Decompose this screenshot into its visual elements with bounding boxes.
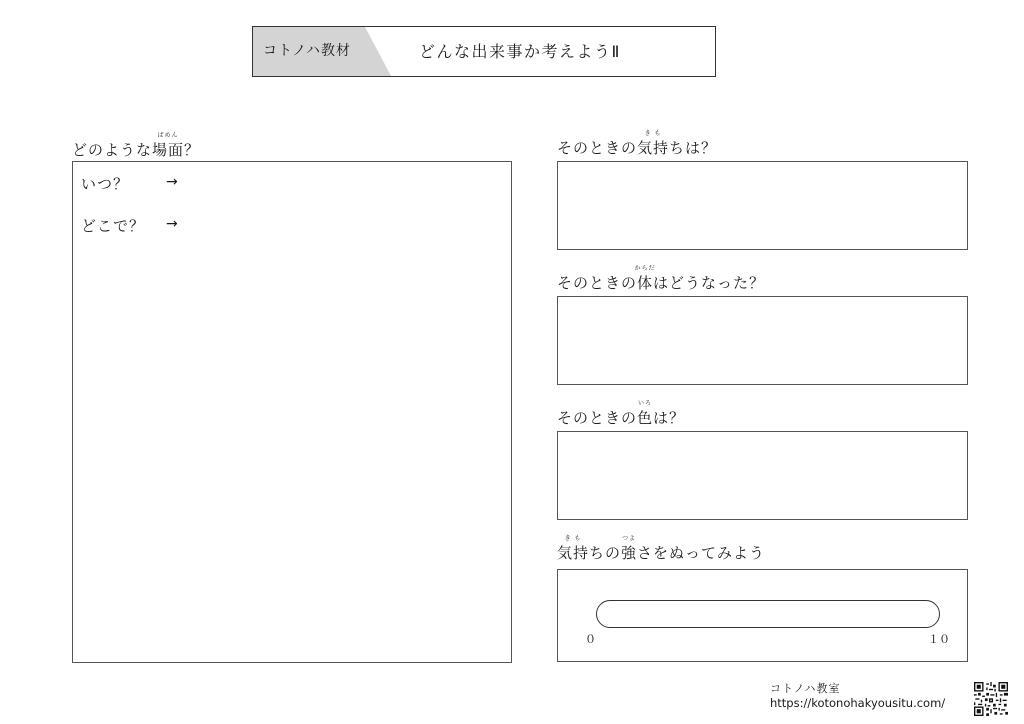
body-answer-box[interactable]: [557, 296, 968, 385]
footer-url: https://kotonohakyousitu.com/: [770, 696, 946, 710]
scene-heading-suffix: ？: [184, 141, 201, 159]
scene-answer-box[interactable]: [72, 161, 512, 663]
color-heading-kanji: 色: [637, 409, 654, 427]
strength-min-label: ０: [585, 633, 596, 646]
scene-heading-prefix: どのような: [72, 141, 153, 159]
color-answer-box[interactable]: [557, 431, 968, 520]
title-banner: [252, 26, 716, 77]
feelings-heading-suffix: ちは？: [669, 139, 718, 157]
where-arrow-icon: →: [166, 216, 178, 232]
strength-scale-track[interactable]: [596, 600, 940, 628]
strength-heading-kanji2: 強: [621, 544, 638, 562]
feelings-heading-prefix: そのときの: [557, 139, 638, 157]
feelings-heading-kanji: 気持: [637, 139, 670, 157]
color-heading-suffix: は？: [653, 409, 686, 427]
strength-heading-mid: ちの: [589, 544, 622, 562]
strength-heading-ruby2: つよ: [622, 535, 637, 542]
scene-heading: [72, 132, 201, 160]
qr-code-icon: [974, 682, 1008, 716]
strength-heading: [557, 535, 766, 563]
where-label: どこで？: [81, 217, 146, 235]
strength-heading-kanji1: 気持: [557, 544, 590, 562]
brand-label: コトノハ教材: [263, 43, 352, 59]
when-arrow-icon: →: [166, 174, 178, 190]
color-heading-ruby: いろ: [638, 400, 653, 407]
page-title: どんな出来事か考えようⅡ: [419, 42, 621, 61]
body-heading-prefix: そのときの: [557, 274, 638, 292]
body-heading-suffix: はどうなった？: [653, 274, 766, 292]
feelings-heading-ruby: き も: [644, 130, 662, 137]
feelings-heading: [557, 130, 718, 158]
body-heading: [557, 265, 766, 293]
strength-heading-suffix: さをぬってみよう: [637, 544, 766, 562]
body-heading-kanji: 体: [637, 274, 654, 292]
strength-heading-ruby1: き も: [564, 535, 582, 542]
feelings-answer-box[interactable]: [557, 161, 968, 250]
scene-heading-ruby: ばめん: [157, 132, 179, 139]
when-label: いつ？: [81, 175, 130, 193]
color-heading: [557, 400, 686, 428]
strength-max-label: １０: [928, 633, 950, 646]
footer-school-name: コトノハ教室: [770, 682, 841, 695]
body-heading-ruby: からだ: [634, 265, 656, 272]
color-heading-prefix: そのときの: [557, 409, 638, 427]
scene-heading-kanji: 場面: [152, 141, 185, 159]
